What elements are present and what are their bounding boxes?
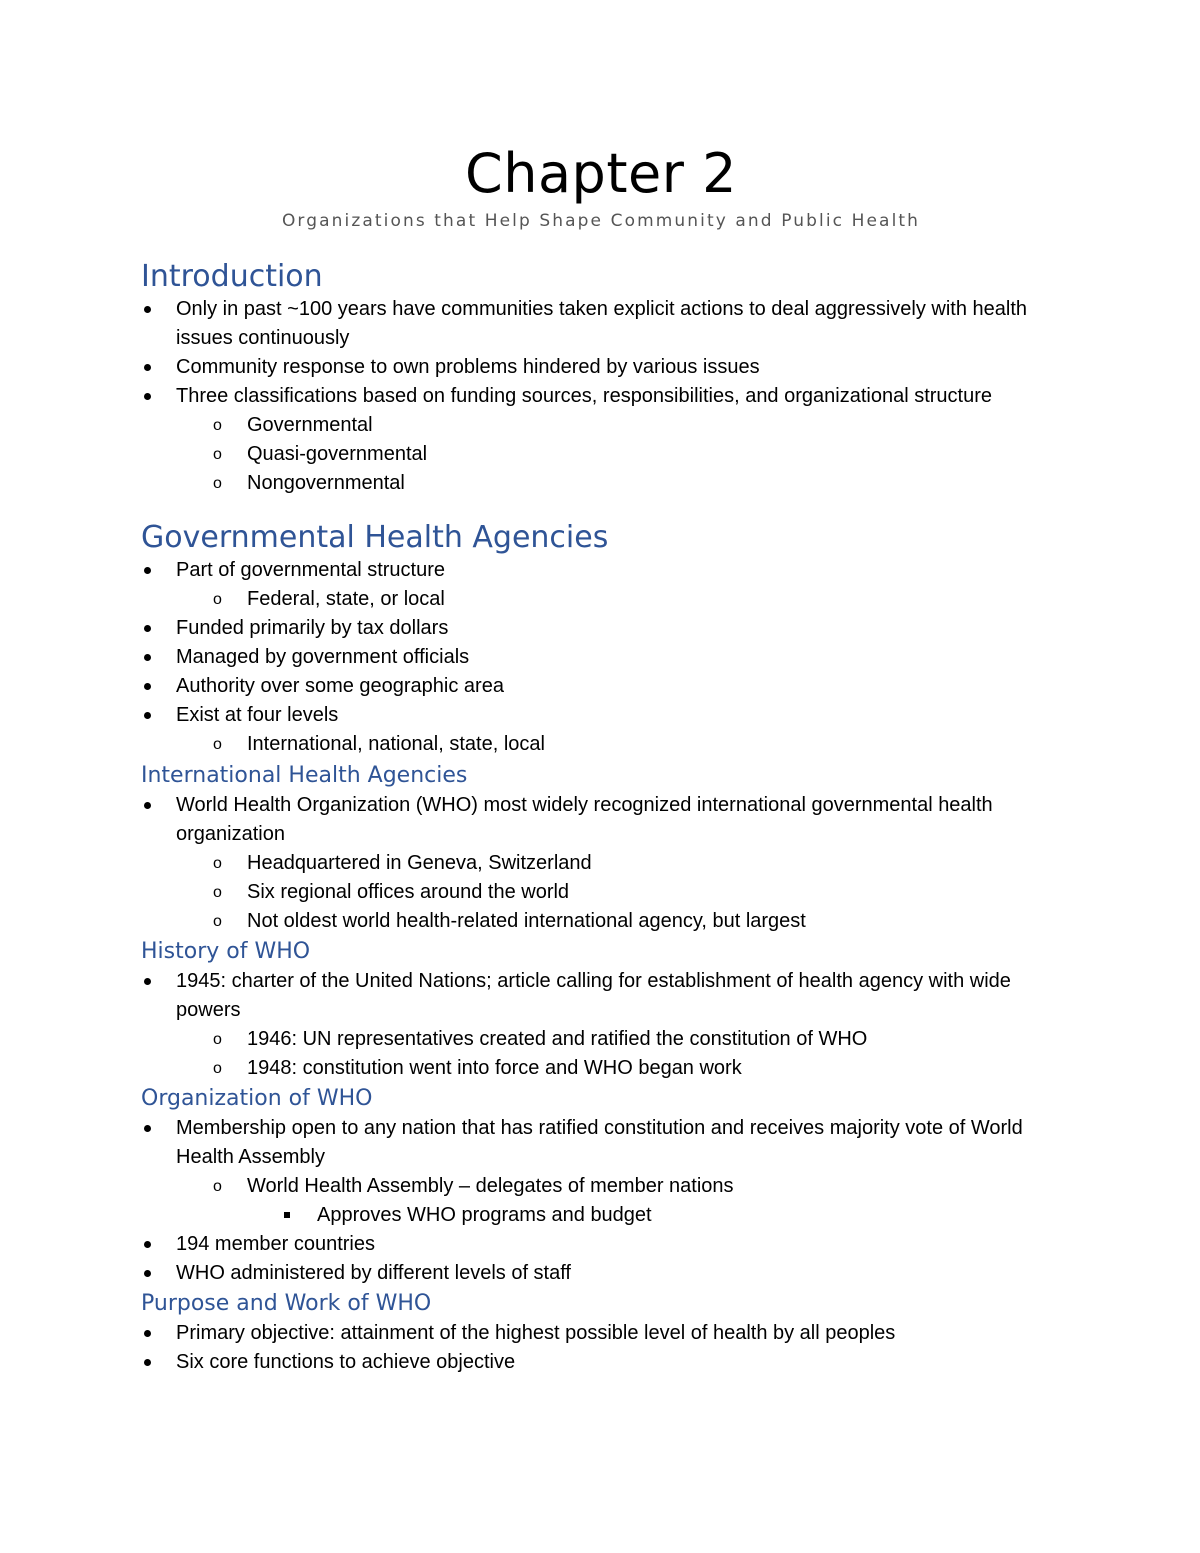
list-item: WHO administered by different levels of staff — [176, 1262, 571, 1284]
document-page — [141, 140, 1061, 1377]
purpose-list — [141, 1319, 1061, 1377]
governmental-list — [141, 556, 1061, 759]
list-item: Part of governmental structure — [176, 559, 446, 581]
circle-bullet-icon: o — [213, 446, 222, 463]
list-subitem: o Not oldest world health-related international agency, but largest — [141, 907, 1061, 936]
heading-governmental-health-agencies: Governmental Health Agencies — [141, 520, 609, 555]
page-subtitle: Organizations that Help Shape Community and Public Health — [281, 211, 921, 231]
list-subsubitem: Approves WHO programs and budget — [317, 1204, 652, 1226]
list-item: Six core functions to achieve objective — [176, 1351, 516, 1373]
circle-bullet-icon: o — [213, 913, 222, 930]
heading-history-of-who: History of WHO — [141, 939, 311, 964]
international-list — [141, 791, 1061, 936]
list-item: Three classifications based on funding sources, responsibilities, and organizational structure — [176, 385, 993, 407]
list-item: 194 member countries — [176, 1233, 375, 1255]
circle-bullet-icon: o — [213, 1178, 222, 1195]
list-subitem: o Six regional offices around the world — [141, 878, 1061, 907]
introduction-list — [141, 295, 1061, 498]
heading-international-health-agencies: International Health Agencies — [141, 763, 468, 788]
list-item: Only in past ~100 years have communities taken explicit actions to deal aggressively with health issues continuously — [176, 298, 1028, 349]
heading-organization-of-who: Organization of WHO — [141, 1086, 373, 1111]
circle-bullet-icon: o — [213, 1060, 222, 1077]
list-subitem: o Quasi-governmental — [141, 440, 1061, 469]
list-item: Primary objective: attainment of the highest possible level of health by all peoples — [176, 1322, 896, 1344]
heading-purpose-and-work-of-who: Purpose and Work of WHO — [141, 1291, 432, 1316]
circle-bullet-icon: o — [213, 884, 222, 901]
list-item: World Health Organization (WHO) most widely recognized international governmental health organization — [176, 794, 993, 845]
list-subitem: o World Health Assembly – delegates of member nations — [141, 1172, 1061, 1201]
list-subitem: o Federal, state, or local — [141, 585, 1061, 614]
list-item: Authority over some geographic area — [176, 675, 504, 697]
page-title: Chapter 2 — [465, 142, 737, 205]
circle-bullet-icon: o — [213, 417, 222, 434]
list-item: Funded primarily by tax dollars — [176, 617, 449, 639]
circle-bullet-icon: o — [213, 475, 222, 492]
heading-introduction: Introduction — [141, 259, 323, 294]
list-item: Managed by government officials — [176, 646, 470, 668]
list-item: 1945: charter of the United Nations; article calling for establishment of health agency with wide powers — [176, 970, 1011, 1021]
circle-bullet-icon: o — [213, 855, 222, 872]
circle-bullet-icon: o — [213, 591, 222, 608]
history-list — [141, 967, 1061, 1083]
circle-bullet-icon: o — [213, 1031, 222, 1048]
list-subitem: o Nongovernmental — [141, 469, 1061, 498]
list-subitem: o International, national, state, local — [141, 730, 1061, 759]
list-item: Exist at four levels — [176, 704, 339, 726]
list-item: Community response to own problems hindered by various issues — [176, 356, 760, 378]
list-item: Membership open to any nation that has ratified constitution and receives majority vote of World Health Assembly — [176, 1117, 1023, 1168]
list-subitem: o 1946: UN representatives created and ratified the constitution of WHO — [141, 1025, 1061, 1054]
list-subitem: o 1948: constitution went into force and WHO began work — [141, 1054, 1061, 1083]
list-subitem: o Governmental — [141, 411, 1061, 440]
organization-list — [141, 1114, 1061, 1288]
circle-bullet-icon: o — [213, 736, 222, 753]
list-subitem: o Headquartered in Geneva, Switzerland — [141, 849, 1061, 878]
